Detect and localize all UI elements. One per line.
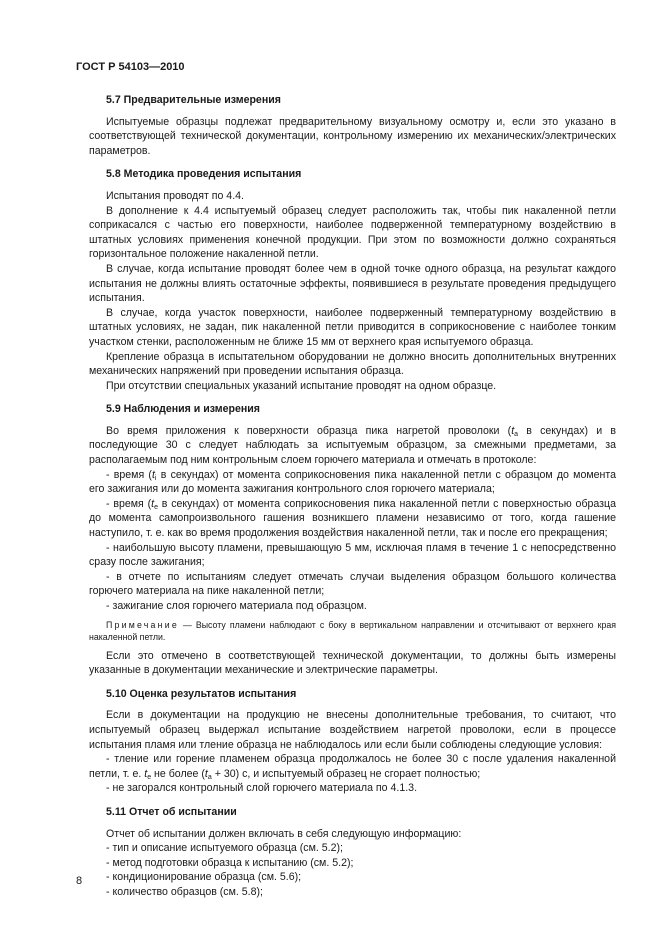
- section-heading: 5.7 Предварительные измерения: [106, 94, 281, 106]
- note: Примечание — Высоту пламени наблюдают с боку в вертикальном направлении и отсчитывают от верхнего края накаленной петли.: [89, 619, 616, 642]
- list-item: - наибольшую высоту пламени, превышающую 5 мм, исключая пламя в течение 1 с непосредственно сразу после зажигания;: [89, 541, 616, 569]
- document-header: ГОСТ Р 54103—2010: [76, 61, 185, 73]
- paragraph: При отсутствии специальных указаний испытание проводят на одном образце.: [106, 379, 497, 392]
- section-5-8: [89, 167, 616, 393]
- page-number: 8: [76, 875, 83, 887]
- list-item: - не загорался контрольный слой горючего материала по 4.1.3.: [106, 782, 418, 795]
- list-item: - кондиционирование образца (см. 5.6);: [106, 871, 302, 884]
- paragraph: Если в документации на продукцию не внесены дополнительные требования, то считают, что испытуемый образец выдержал испытание воздействием нагретой проволоки, если в процессе испытания пламя или тление образца не наблюдалось или если были соблюдены следующие условия:: [89, 709, 616, 751]
- list-item: - зажигание слоя горючего материала под образцом.: [106, 600, 367, 612]
- paragraph: Испытуемые образцы подлежат предварительному визуальному осмотру и, если это указано в соответствующей технической документации, контрольному измерению их механических/электрических параметров.: [89, 115, 616, 157]
- document-body: [89, 93, 616, 909]
- paragraph: Во время приложения к поверхности образца пика нагретой проволоки ($t_a$ в секундах) и в последующие 30 с следует наблюдать за испытуемым образцом, за смежными предметами, за располагаемым под ним контрольным слоем горючего материала и отмечать в протоколе:: [89, 424, 617, 467]
- list-item: - в отчете по испытаниям следует отмечать случаи выделения образцом большого количества горючего материала на пике накаленной петли;: [89, 570, 616, 598]
- paragraph: Отчет об испытании должен включать в себя следующую информацию:: [106, 827, 462, 840]
- list-item: - время ($t_i$ в секундах) от момента соприкосновения пика накаленной петли с образцом до момента его зажигания или до момента зажигания контрольного слоя горючего материала;: [89, 468, 616, 496]
- section-heading: 5.8 Методика проведения испытания: [106, 168, 302, 181]
- section-heading: 5.9 Наблюдения и измерения: [106, 403, 260, 416]
- list-item: - тление или горение пламенем образца продолжалось не более 30 с после удаления накаленной петли, т. е. $t_e$ не более $(t_a + 30)$ с, и испытуемый образец не сгорает полностью;: [89, 753, 616, 781]
- note-label: Примечание: [106, 619, 179, 630]
- paragraph: В дополнение к 4.4 испытуемый образец следует расположить так, чтобы пик накаленной петли соприкасался с частью его поверхности, наиболее подверженной температурному воздействию в штатных условиях применения конечной продукции. При этом по возможности должно сохраняться горизонтальное положение накаленной петли.: [89, 204, 616, 261]
- paragraph: Если это отмечено в соответствующей технической документации, то должны быть измерены указанные в документации механические и электрические параметры.: [89, 649, 616, 677]
- paragraph: Крепление образца в испытательном оборудовании не должно вносить дополнительных внутренних механических напряжений при проведении испытания образца.: [89, 350, 616, 378]
- paragraph: Испытания проводят по 4.4.: [106, 189, 244, 202]
- section-heading: 5.11 Отчет об испытании: [106, 805, 237, 818]
- paragraph: В случае, когда испытание проводят более чем в одной точке одного образца, на результат каждого испытания не должны влиять остаточные эффекты, появившиеся в результате проведения предыдущего испытания.: [89, 262, 616, 305]
- section-5-9: [89, 402, 616, 678]
- section-5-10: [89, 687, 616, 796]
- list-item: - время ($t_e$ в секундах) от момента соприкосновения пика накаленной петли с поверхностью образца до момента самопроизвольного гашения возникшего пламени независимо от того, когда гашение наступило, т. е. как во время продолжения воздействия накаленной петли, так и после его прекращения;: [89, 497, 616, 540]
- section-heading: 5.10 Оценка результатов испытания: [106, 687, 297, 700]
- list-item: - тип и описание испытуемого образца (см. 5.2);: [106, 842, 343, 855]
- paragraph: В случае, когда участок поверхности, наиболее подверженный температурному воздействию в штатных условиях, не задан, пик накаленной петли приводится в соприкосновение с наиболее тонким участком стенки, расположенным не ближе 15 мм от верхнего края испытуемого образца.: [89, 306, 616, 348]
- section-5-7: [89, 93, 616, 158]
- list-item: - метод подготовки образца к испытанию (см. 5.2);: [106, 856, 354, 869]
- list-item: - количество образцов (см. 5.8);: [106, 885, 263, 898]
- section-5-11: [89, 805, 616, 900]
